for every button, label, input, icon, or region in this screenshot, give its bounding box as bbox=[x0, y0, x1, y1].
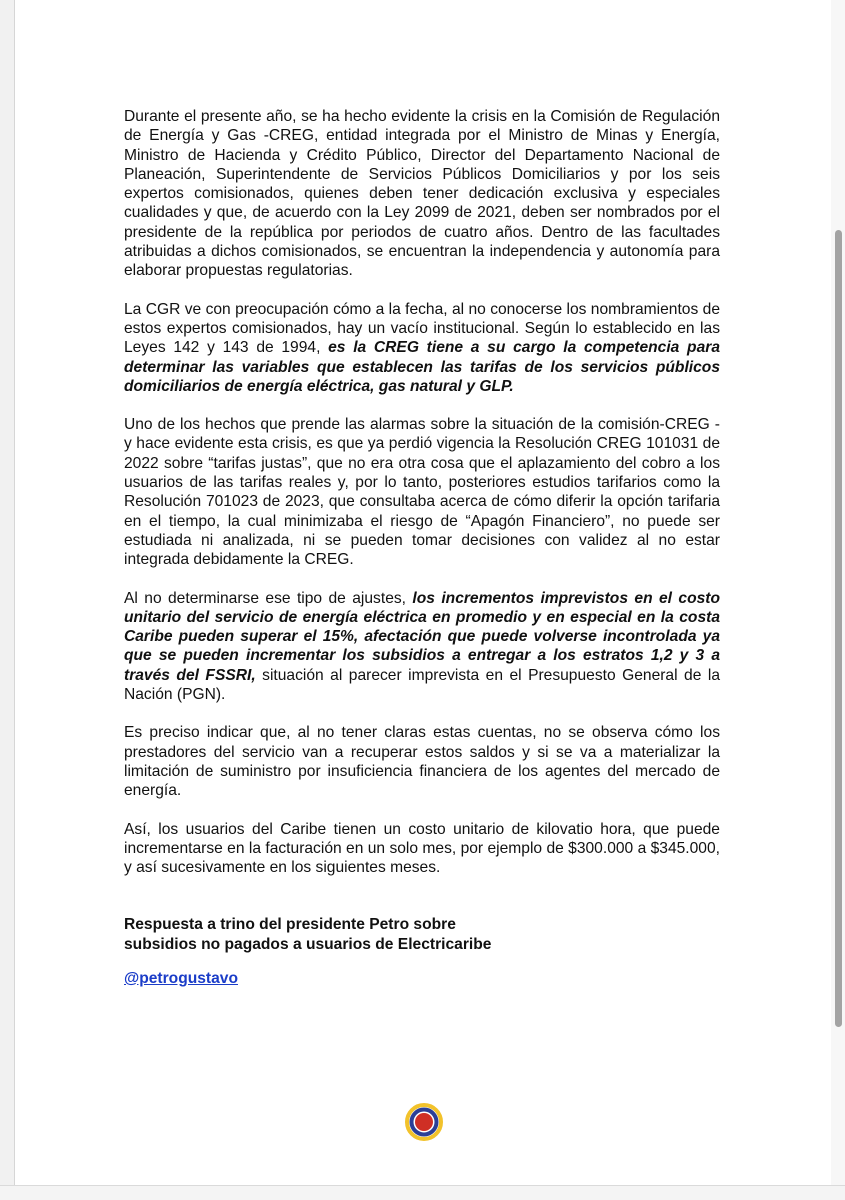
paragraph-cgr-concern-text: La CGR ve con preocupación cómo a la fecha, al no conocerse los nombramientos de estos expertos comisionados, hay un vacío institucional. Según lo establecido en las Leyes 142 y 143 de 1994, bbox=[124, 300, 720, 357]
paragraph-adjustments bbox=[124, 589, 720, 705]
paragraph-accounts: Es preciso indicar que, al no tener claras estas cuentas, no se observa cómo los prestadores del servicio van a recuperar estos saldos y si se va a materializar la limitación de suministro por insuficiencia financiera de los agentes del mercado de energía. bbox=[124, 724, 720, 800]
response-heading-line-1: Respuesta a trino del presidente Petro sobre bbox=[124, 916, 456, 934]
scrollbar-thumb[interactable] bbox=[835, 230, 842, 1027]
page-bottom-edge bbox=[0, 1185, 845, 1200]
emblem-core bbox=[415, 1113, 433, 1131]
paragraph-adjustments-emphasis: los incrementos imprevistos en el costo unitario del servicio de energía eléctrica en promedio y en especial en la costa Caribe pueden superar el 15%, afectación que puede volverse incontrolada ya que se pueden incrementar los subsidios a entregar a los estratos 1,2 y 3 a través del FSSRI, bbox=[124, 589, 720, 684]
paragraph-adjustments-intro: Al no determinarse ese tipo de ajustes, bbox=[124, 589, 413, 607]
paragraph-alarms: Uno de los hechos que prende las alarmas sobre la situación de la comisión-CREG - y hace evidente esta crisis, es que ya perdió vigencia la Resolución CREG 101031 de 2022 sobre “tarifas justas”, que no era otra cosa que el aplazamiento del cobro a los usuarios de las tarifas reales y, por lo tanto, posteriores estudios tarifarios como la Resolución 701023 de 2023, que consultaba acerca de cómo diferir la opción tarifaria en el tiempo, la cual minimizaba el riesgo de “Apagón Financiero”, no puede ser estudiada ni analizada, ni se pueden tomar decisiones con validez al no estar integrada debidamente la CREG. bbox=[124, 416, 720, 569]
paragraph-creg-crisis: Durante el presente año, se ha hecho evidente la crisis en la Comisión de Regulación de Energía y Gas -CREG, entidad integrada por el Ministro de Minas y Energía, Ministro de Hacienda y Crédito Público, Director del Departamento Nacional de Planeación, Superintendente de Servicios Públicos Domiciliarios y por los seis expertos comisionados, quienes deben tener dedicación exclusiva y especiales cualidades y que, de acuerdo con la Ley 2099 de 2021, deben ser nombrados por el presidente de la república por periodos de cuatro años. Dentro de las facultades atribuidas a dichos comisionados, se encuentran la independencia y autonomía para elaborar propuestas regulatorias. bbox=[124, 108, 720, 280]
paragraph-caribe-users: Así, los usuarios del Caribe tienen un costo unitario de kilovatio hora, que puede incrementarse en la facturación en un solo mes, por ejemplo de $300.000 a $345.000, y así sucesivamente en los siguientes meses. bbox=[124, 820, 720, 877]
petrogustavo-link[interactable]: @petrogustavo bbox=[124, 969, 238, 987]
paragraph-adjustments-tail: situación al parecer imprevista en el Presupuesto General de la Nación (PGN). bbox=[124, 666, 720, 704]
page-left-edge bbox=[0, 0, 15, 1200]
document-body bbox=[124, 107, 720, 988]
response-heading bbox=[124, 915, 720, 954]
institutional-emblem-icon bbox=[405, 1103, 443, 1141]
paragraph-cgr-concern bbox=[124, 300, 720, 396]
scrollbar[interactable] bbox=[831, 0, 845, 1186]
response-heading-line-2: subsidios no pagados a usuarios de Electricaribe bbox=[124, 935, 492, 953]
paragraph-cgr-concern-emphasis: es la CREG tiene a su cargo la competencia para determinar las variables que establecen las tarifas de los servicios públicos domiciliarios de energía eléctrica, gas natural y GLP. bbox=[124, 339, 720, 395]
